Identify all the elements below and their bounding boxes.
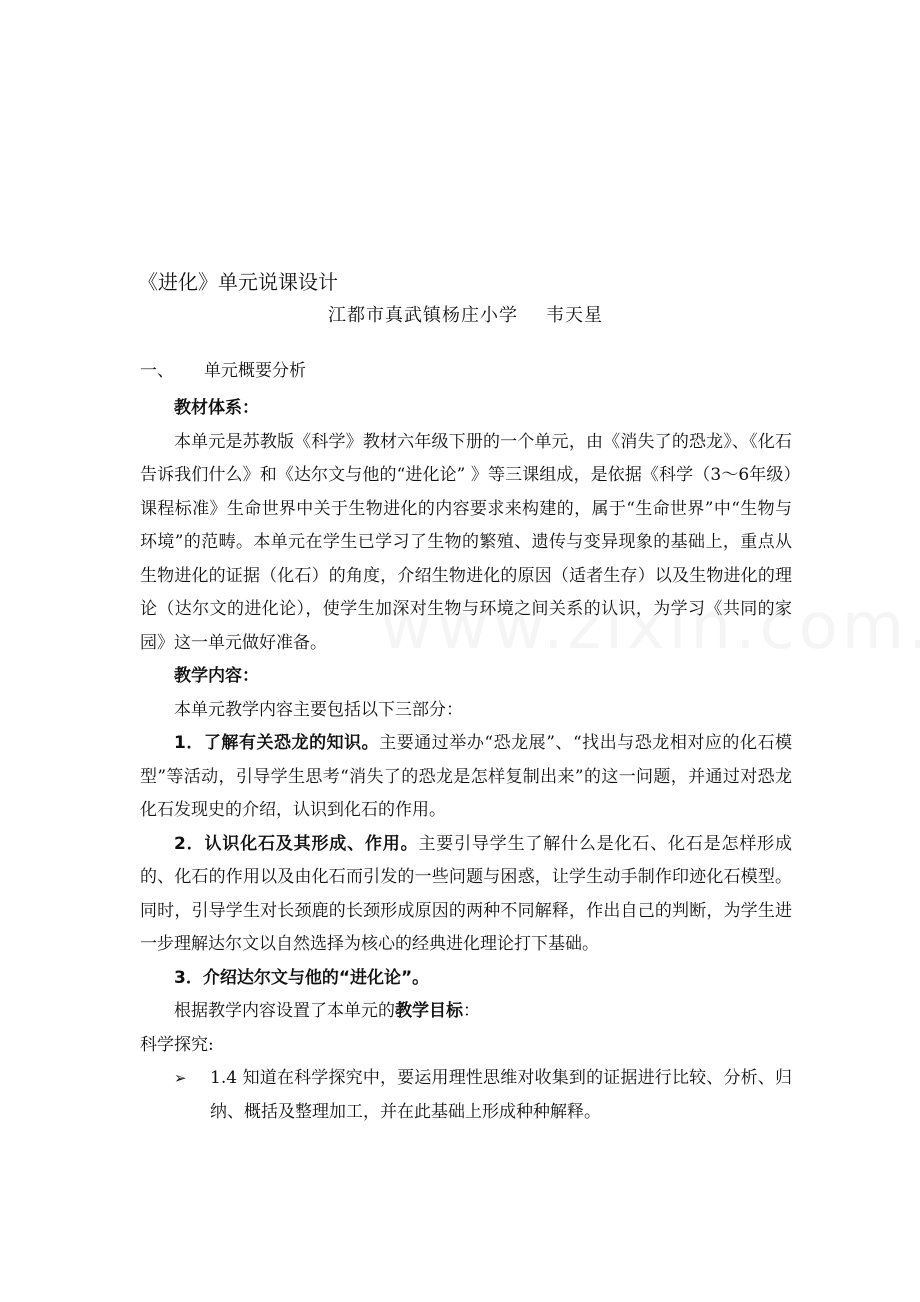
content-item-2	[140, 828, 792, 962]
section-number: 一、	[140, 361, 174, 381]
paragraph-textbook: 本单元是苏教版《科学》教材六年级下册的一个单元，由《消失了的恐龙》、《化石告诉我们什么》和《达尔文与他的“进化论” 》等三课组成，是依据《科学（3～6年级）课程标准》生命世界中关于生物进化的内容要求来构建的，属于“生命世界”中“生物与环境”的范畴。本单元在学生已学习了生物的繁殖、遗传与变异现象的基础上，重点从生物进化的证据（化石）的角度，介绍生物进化的原因（适者生存）以及生物进化的理论（达尔文的进化论），使学生加深对生物与环境之间关系的认识，为学习《共同的家园》这一单元做好准备。	[140, 431, 792, 653]
heading-inquiry: 科学探究:	[140, 1034, 214, 1055]
content-item-1-title: 1．了解有关恐龙的知识。	[174, 733, 380, 753]
goal-suffix: ：	[463, 1001, 480, 1021]
content-item-2-text: 主要引导学生了解什么是化石、化石是怎样形成的、化石的作用以及由化石而引发的一些问题与困惑，让学生动手制作印迹化石模型。同时，引导学生对长颈鹿的长颈形成原因的两种不同解释，作出自己的判断，为学生进一步理解达尔文以自然选择为核心的经典进化理论打下基础。	[140, 833, 793, 954]
author-name: 韦天星	[546, 305, 603, 326]
section-heading	[140, 356, 306, 386]
document-body	[140, 392, 792, 1129]
document-title: 《进化》单元说课设计	[138, 270, 338, 294]
content-item-3-title: 3．介绍达尔文与他的“进化论”。	[174, 967, 430, 988]
content-item-1-text: 主要通过举办“恐龙展”、“找出与恐龙相对应的化石模型”等活动，引导学生思考“消失了的恐龙是怎样复制出来”的这一问题，并通过对恐龙化石发现史的介绍，认识到化石的作用。	[140, 733, 793, 820]
bullet-item-text: 1.4 知道在科学探究中，要运用理性思维对收集到的证据进行比较、分析、归纳、概括及整理加工，并在此基础上形成种种解释。	[210, 1068, 792, 1122]
content-item-3	[140, 962, 792, 996]
heading-textbook: 教材体系：	[174, 398, 259, 418]
heading-content: 教学内容：	[174, 666, 259, 686]
content-item-1	[140, 727, 792, 828]
section-title: 单元概要分析	[204, 361, 306, 381]
paragraph-content-intro: 本单元教学内容主要包括以下三部分：	[174, 699, 463, 720]
author-line	[328, 302, 603, 330]
bullet-item	[140, 1062, 792, 1129]
goal-prefix: 根据教学内容设置了本单元的	[174, 1001, 395, 1021]
content-item-2-title: 2．认识化石及其形成、作用。	[174, 833, 419, 854]
goal-line	[140, 995, 792, 1029]
goal-bold: 教学目标	[395, 1001, 463, 1021]
author-school: 江都市真武镇杨庄小学	[328, 305, 518, 326]
bullet-arrow-icon: ➢	[174, 1069, 187, 1087]
